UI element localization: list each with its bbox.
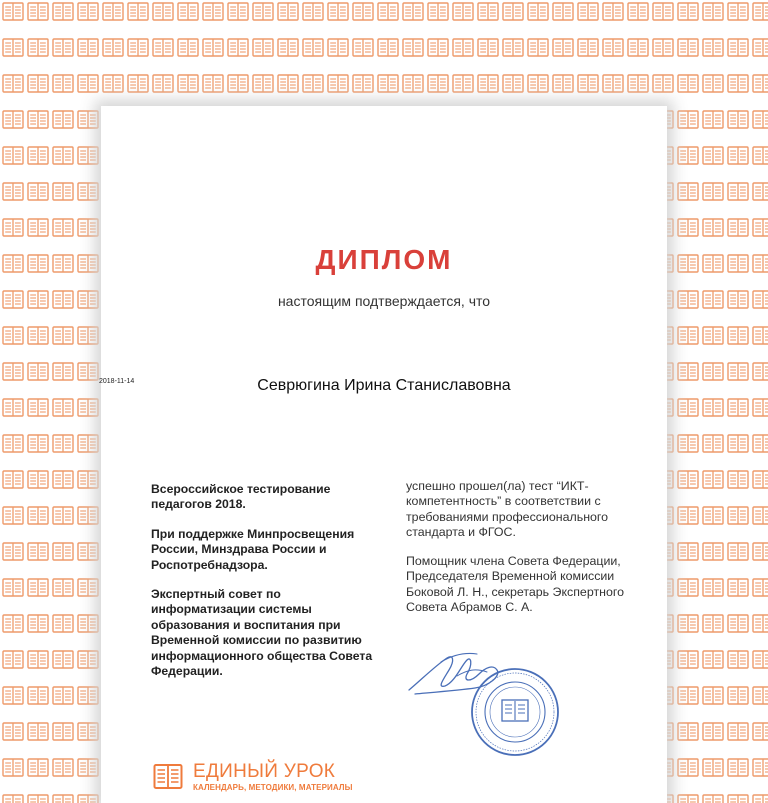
- book-logo-icon: [153, 763, 183, 791]
- left-paragraph: Экспертный совет по информатизации системы образования и воспитания при Временной комиссии по развитию информационного общества Совета Федерации.: [151, 587, 373, 679]
- left-paragraph: При поддержке Минпросвещения России, Минздрава России и Роспотребнадзора.: [151, 526, 355, 572]
- recipient-name: Севрюгина Ирина Станиславовна: [257, 377, 511, 394]
- right-text-column: [406, 479, 656, 629]
- right-paragraph: Помощник члена Совета Федерации, Председателя Временной комиссии Боковой Л. Н., секретарь Экспертного Совета Абрамов С. А.: [406, 554, 624, 615]
- logo-tagline: КАЛЕНДАРЬ, МЕТОДИКИ, МАТЕРИАЛЫ: [193, 783, 353, 792]
- seal-icon: [469, 666, 561, 758]
- diploma-subtitle: настоящим подтверждается, что: [277, 293, 491, 309]
- left-paragraph: Всероссийское тестирование педагогов 2018.: [151, 482, 331, 512]
- diploma-title: ДИПЛОМ: [315, 244, 453, 275]
- right-paragraph: успешно прошел(ла) тест “ИКТ-компетентность” в соответствии с требованиями профессионального стандарта и ФГОС.: [406, 479, 609, 539]
- date-stamp: 2018-11-14: [99, 378, 135, 385]
- logo-title: ЕДИНЫЙ УРОК: [193, 761, 336, 782]
- diploma-sheet: [101, 106, 667, 803]
- left-text-column: [151, 482, 387, 693]
